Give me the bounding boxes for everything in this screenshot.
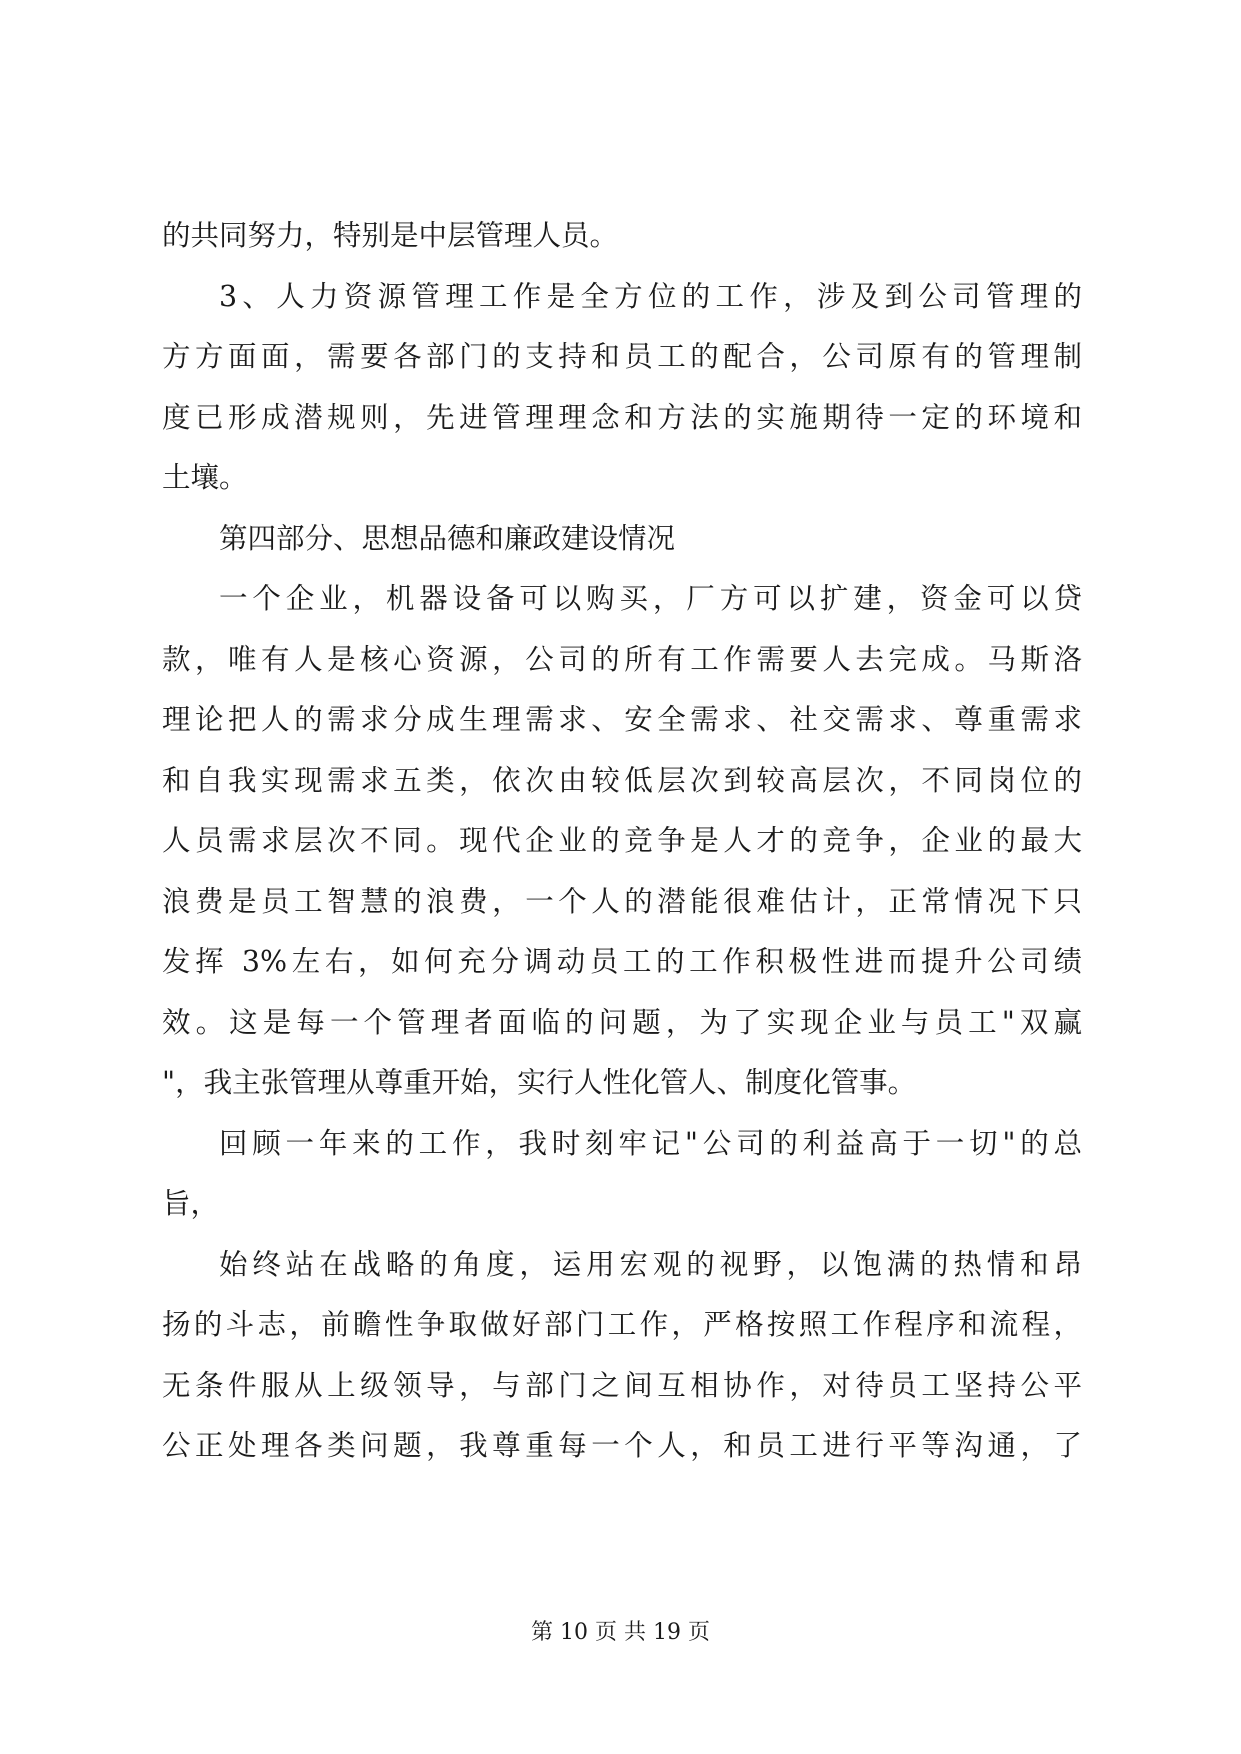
- text-line: 效。这是每一个管理者面临的问题，为了实现企业与员工"双赢: [162, 1005, 1082, 1039]
- body-text: [162, 206, 1082, 1477]
- text-line: 度已形成潜规则，先进管理理念和方法的实施期待一定的环境和: [162, 400, 1082, 434]
- page-footer: 第 10 页 共 19 页: [531, 1620, 710, 1645]
- text-line: 人员需求层次不同。现代企业的竞争是人才的竞争，企业的最大: [162, 824, 1082, 857]
- text-line: 回顾一年来的工作，我时刻牢记"公司的利益高于一切"的总: [219, 1126, 1082, 1160]
- text-line: 扬的斗志，前瞻性争取做好部门工作，严格按照工作程序和流程，: [162, 1308, 1082, 1341]
- text-line: 理论把人的需求分成生理需求、安全需求、社交需求、尊重需求: [162, 703, 1082, 736]
- text-line: 第四部分、思想品德和廉政建设情况: [219, 521, 676, 555]
- text-line: 和自我实现需求五类，依次由较低层次到较高层次，不同岗位的: [162, 763, 1082, 797]
- text-line: 方方面面，需要各部门的支持和员工的配合，公司原有的管理制: [162, 340, 1082, 373]
- text-line: 无条件服从上级领导，与部门之间互相协作，对待员工坚持公平: [162, 1368, 1082, 1402]
- text-line: 款，唯有人是核心资源，公司的所有工作需要人去完成。马斯洛: [162, 642, 1082, 676]
- text-line: "，我主张管理从尊重开始，实行人性化管人、制度化管事。: [162, 1066, 917, 1099]
- text-line: 发挥 3%左右，如何充分调动员工的工作积极性进而提升公司绩: [162, 945, 1082, 978]
- text-line: 的共同努力，特别是中层管理人员。: [162, 219, 619, 252]
- text-line: 浪费是员工智慧的浪费，一个人的潜能很难估计，正常情况下只: [162, 884, 1082, 918]
- text-line: 旨，: [162, 1187, 220, 1220]
- text-line: 始终站在战略的角度，运用宏观的视野，以饱满的热情和昂: [219, 1247, 1082, 1281]
- text-line: 3、人力资源管理工作是全方位的工作，涉及到公司管理的: [219, 279, 1082, 313]
- text-line: 土壤。: [162, 461, 248, 494]
- text-line: 一个企业，机器设备可以购买，厂方可以扩建，资金可以贷: [219, 582, 1082, 615]
- text-line: 公正处理各类问题，我尊重每一个人，和员工进行平等沟通，了: [162, 1429, 1082, 1462]
